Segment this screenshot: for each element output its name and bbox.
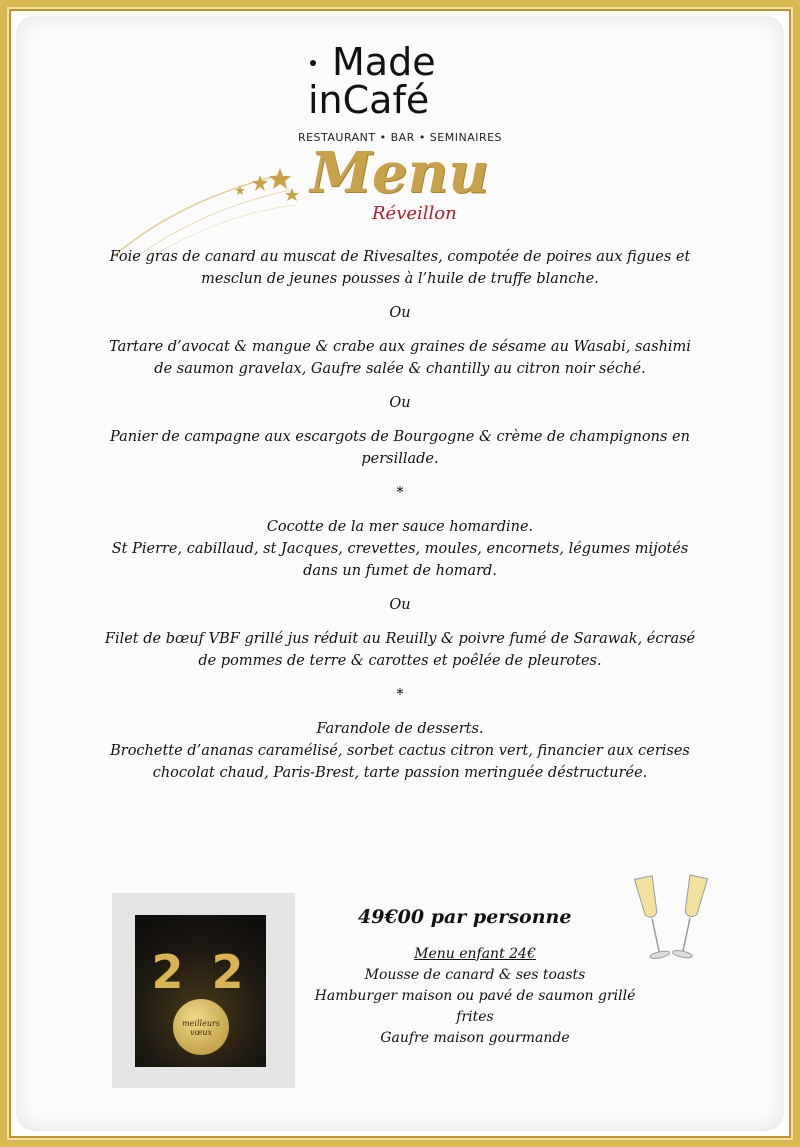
kids-menu-item: Gaufre maison gourmande [380,1030,570,1046]
main-2: Filet de bœuf VBF grillé jus réduit au Reuilly & poivre fumé de Sarawak, écrasé de pommes de terre & carottes et poêlée de pleurotes. [104,631,696,669]
price-per-person: 49€00 par personne [358,906,572,928]
or-separator: Ou [389,305,411,321]
champagne-glasses-icon [625,868,720,968]
logo-dot [310,60,316,66]
dessert-title: Farandole de desserts. [316,721,484,737]
starter-3: Panier de campagne aux escargots de Bourgogne & crème de champignons en persillade. [110,429,690,467]
ornament-ball-icon [173,999,229,1055]
logo-line-2: inCafé [308,78,430,122]
ornament-text: meilleurs vœux [182,1019,220,1037]
starter-1: Foie gras de canard au muscat de Rivesaltes, compotée de poires aux figues et mesclun de jeunes pousses à l’huile de truffe blanche. [109,249,691,287]
shooting-stars-icon [110,160,310,260]
kids-menu-item: Hamburger maison ou pavé de saumon grillé frites [314,988,636,1025]
restaurant-tagline: RESTAURANT • BAR • SEMINAIRES [297,131,503,144]
kids-menu-item: Mousse de canard & ses toasts [364,967,586,983]
restaurant-logo [300,40,500,130]
course-separator: * [396,485,404,501]
logo-line-1: Made [332,40,436,84]
kids-menu [300,944,650,1049]
menu-title: Menu [310,140,490,206]
main-1-title: Cocotte de la mer sauce homardine. [266,519,534,535]
starter-2: Tartare d’avocat & mangue & crabe aux graines de sésame au Wasabi, sashimi de saumon gravelax, Gaufre salée & chantilly au citron noir séché. [109,339,691,377]
kids-menu-title: Menu enfant 24€ [414,946,536,962]
course-separator: * [396,687,404,703]
dessert-description: Brochette d’ananas caramélisé, sorbet cactus citron vert, financier aux cerises chocolat chaud, Paris-Brest, tarte passion meringuée déstructurée. [110,743,690,781]
menu-content [100,246,700,784]
main-1-description: St Pierre, cabillaud, st Jacques, crevettes, moules, encornets, légumes mijotés dans un fumet de homard. [111,541,689,579]
or-separator: Ou [389,597,411,613]
greeting-card-image [135,915,266,1067]
greeting-card-number: 2 2 [151,945,250,999]
or-separator: Ou [389,395,411,411]
menu-subtitle: Réveillon [372,203,457,224]
